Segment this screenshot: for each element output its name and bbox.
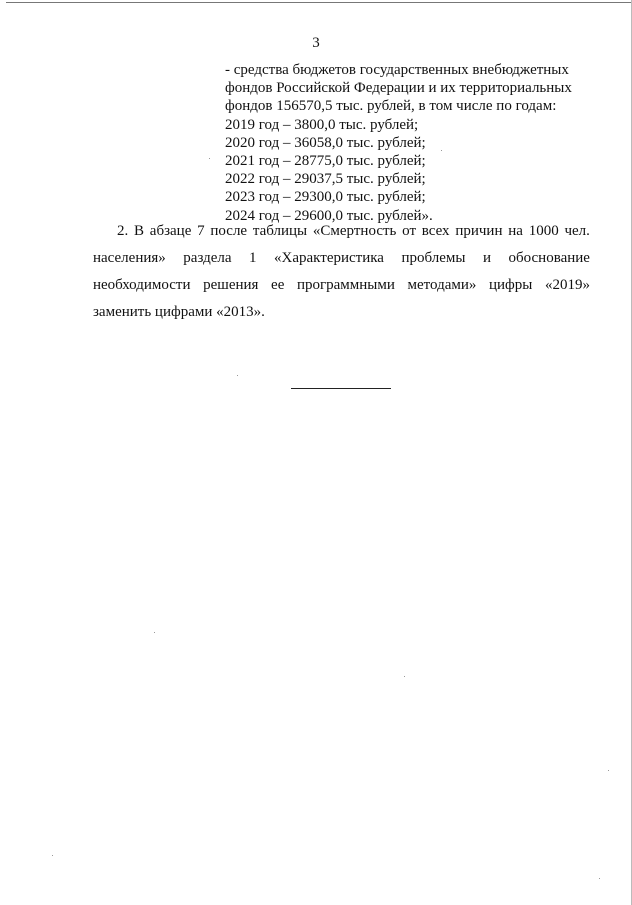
scan-speck bbox=[52, 855, 53, 856]
amendment-line-1: 2. В абзаце 7 после таблицы «Смертность от всех причин на 1000 чел. bbox=[117, 223, 590, 239]
scan-top-edge bbox=[6, 2, 632, 3]
amendment-line-4: заменить цифрами «2013». bbox=[93, 304, 265, 320]
funding-year-2023: 2023 год – 29300,0 тыс. рублей; bbox=[225, 189, 426, 206]
amendment-line-3: необходимости решения ее программными методами» цифры «2019» bbox=[93, 277, 590, 293]
scan-speck bbox=[599, 878, 600, 879]
funding-line: фондов Российской Федерации и их территориальных bbox=[225, 80, 572, 97]
funding-line: фондов 156570,5 тыс. рублей, в том числе по годам: bbox=[225, 98, 557, 115]
funding-year-2020: 2020 год – 36058,0 тыс. рублей; bbox=[225, 134, 426, 151]
scan-speck bbox=[237, 375, 238, 376]
scan-speck bbox=[441, 150, 442, 151]
scan-speck bbox=[154, 632, 155, 633]
page-number: 3 bbox=[312, 35, 320, 51]
funding-year-2022: 2022 год – 29037,5 тыс. рублей; bbox=[225, 171, 426, 188]
end-separator-line bbox=[291, 388, 391, 389]
scan-speck bbox=[608, 770, 609, 771]
funding-year-2019: 2019 год – 3800,0 тыс. рублей; bbox=[225, 116, 419, 133]
funding-year-2021: 2021 год – 28775,0 тыс. рублей; bbox=[225, 153, 426, 170]
scan-speck bbox=[209, 158, 210, 159]
amendment-line-2: населения» раздела 1 «Характеристика проблемы и обоснование bbox=[93, 250, 590, 266]
funding-line: - средства бюджетов государственных внебюджетных bbox=[225, 62, 569, 78]
funding-block bbox=[225, 61, 605, 225]
funding-year-2024: 2024 год – 29600,0 тыс. рублей». bbox=[225, 207, 433, 224]
scan-speck bbox=[404, 676, 405, 677]
